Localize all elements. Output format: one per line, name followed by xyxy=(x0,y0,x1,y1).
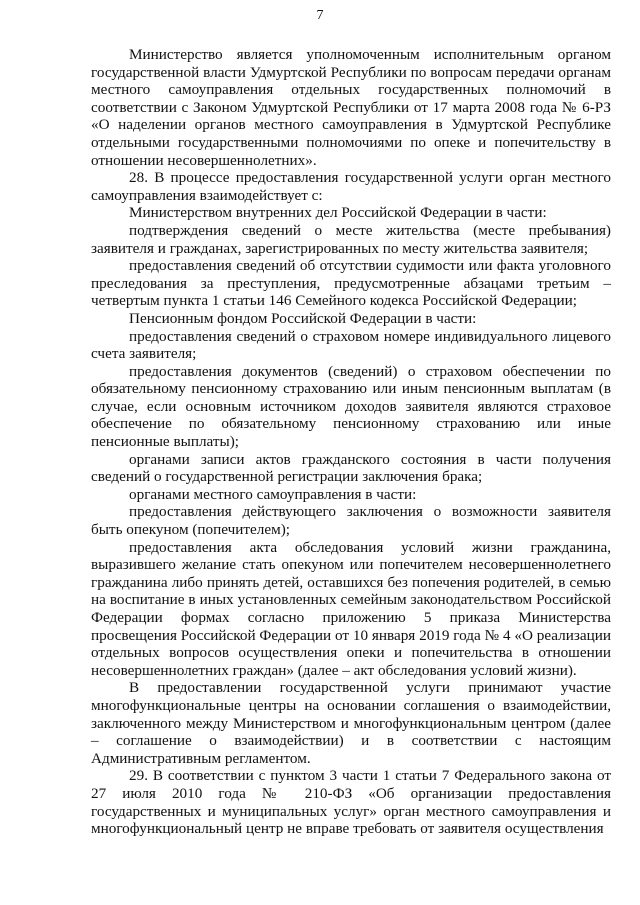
paragraph: 29. В соответствии с пунктом 3 части 1 статьи 7 Федерального закона от 27 июля 2010 года № 210-ФЗ «Об организации предоставления государственных и муниципальных услуг» орган местного самоуправления и многофункциональный центр не вправе требовать от заявителя осуществления xyxy=(91,767,611,838)
paragraph: предоставления действующего заключения о возможности заявителя быть опекуном (попечителем); xyxy=(91,503,611,539)
paragraph: органами записи актов гражданского состояния в части получения сведений о государственной регистрации заключения брака; xyxy=(91,450,611,486)
document-body xyxy=(91,46,611,838)
page-number: 7 xyxy=(316,8,324,23)
paragraph: Министерство является уполномоченным исполнительным органом государственной власти Удмуртской Республики по вопросам передачи органам местного самоуправления отдельных государственных полномочий в соответствии с Законом Удмуртской Республики от 17 марта 2008 года № 6-РЗ «О наделении органов местного самоуправления в Удмуртской Республике отдельными государственными полномочиями по опеке и попечительству в отношении несовершеннолетних». xyxy=(91,46,611,169)
paragraph: предоставления сведений о страховом номере индивидуального лицевого счета заявителя; xyxy=(91,327,611,363)
paragraph: органами местного самоуправления в части: xyxy=(129,485,417,503)
paragraph: В предоставлении государственной услуги принимают участие многофункциональные центры на основании соглашения о взаимодействии, заключенного между Министерством и многофункциональным центром (далее – соглашение о взаимодействии) и в соответствии с настоящим Административным регламентом. xyxy=(91,679,611,767)
paragraph: предоставления документов (сведений) о страховом обеспечении по обязательному пенсионному страхованию или иным пенсионным выплатам (в случае, если основным источником доходов заявителя являются страховое обеспечение по обязательному пенсионному страхованию или иные пенсионные выплаты); xyxy=(91,362,611,451)
paragraph: Министерством внутренних дел Российской Федерации в части: xyxy=(129,204,547,222)
paragraph: 28. В процессе предоставления государственной услуги орган местного самоуправления взаимодействует с: xyxy=(91,169,611,204)
paragraph: подтверждения сведений о месте жительства (месте пребывания) заявителя и гражданах, зарегистрированных по месту жительства заявителя; xyxy=(91,221,611,257)
paragraph: Пенсионным фондом Российской Федерации в части: xyxy=(129,309,477,327)
paragraph: предоставления акта обследования условий жизни гражданина, выразившего желание стать опекуном или попечителем несовершеннолетнего гражданина либо принять детей, оставшихся без попечения родителей, в семью на воспитание в иных установленных семейным законодательством Российской Федерации формах согласно приложению 5 приказа Министерства просвещения Российской Федерации от 10 января 2019 года № 4 «О реализации отдельных вопросов осуществления опеки и попечительства в отношении несовершеннолетних граждан» (далее – акт обследования условий жизни). xyxy=(91,538,611,679)
paragraph: предоставления сведений об отсутствии судимости или факта уголовного преследования за преступления, предусмотренные абзацами третьим – четвертым пункта 1 статьи 146 Семейного кодекса Российской Федерации; xyxy=(91,257,611,310)
